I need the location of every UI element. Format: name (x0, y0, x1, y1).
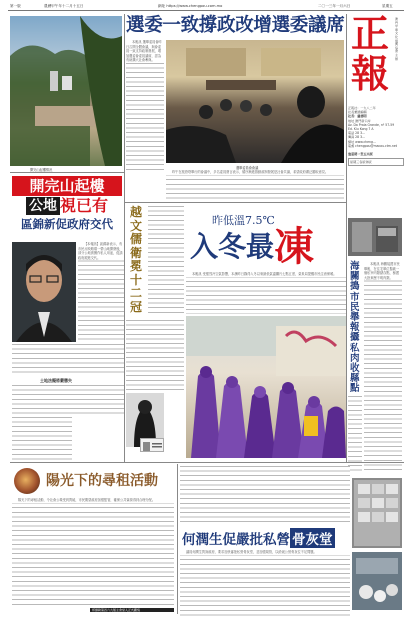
main-headline: 選委一致撐政改增選委議席 (126, 15, 345, 36)
bottom-headline (182, 528, 350, 548)
bottom-headline-box: 骨灰堂 (290, 528, 335, 548)
article-col-c: 【本報訊】區錦新表示，有市民反映路環一帶山地開發後，部分公地被圈作私人用途，促請政府跟進交代。 (78, 242, 124, 342)
lunar-date: 農曆甲午年十二月十五日 (44, 4, 84, 8)
kaishan-line-2b: 視已有 (59, 196, 108, 215)
masthead-info: 正報社：一九八二年 社長兼總編輯 社長：盧德明 地址 澳門新口岸 Av. Da Praia Grande, nº 57-59 Ed. Kiu Kong 7 A 電話 28 3... 傳真 28 3... 網址 www.cheng... 電郵 chengpou@macau.ctm.net 逢星期一至五出版 星期三各版休版 (348, 106, 404, 166)
article-col-e: 本報訊 海關接獲市民舉報，在住宅單位搗破一個私宰肉類儲存點，檢獲大批來歷不明肉類。 (364, 262, 402, 472)
column-rule (124, 14, 125, 462)
article-col-c3 (12, 385, 124, 415)
meeting-photo (166, 40, 344, 163)
customs-vertical-headline: 海 關 搗 市 民 舉 報 攝 私 肉 收 縣 點 (350, 261, 360, 395)
article-col-c4 (12, 417, 72, 461)
section-divider (124, 202, 346, 203)
article-col-c2 (12, 344, 124, 376)
page-label: 第一版 (10, 4, 21, 8)
masthead-title-2: 報 (350, 51, 389, 96)
children-photo (186, 316, 346, 458)
weather-big: 入冬最 (190, 230, 275, 263)
article-col-e2 (348, 396, 362, 472)
portrait-photo (12, 242, 76, 342)
columbarium-photo-1 (352, 478, 402, 548)
article-col-g1 (180, 466, 350, 526)
hillside-photo (10, 16, 122, 166)
bottom-headline-text: 何潤生促嚴批私營 (182, 532, 290, 548)
site-url[interactable]: 網址 https://www.chengpou.com.mo (158, 4, 223, 8)
sun-icon (14, 468, 40, 494)
sunlight-title: 陽光下的尋租活動 (46, 473, 158, 489)
section-divider (10, 462, 404, 463)
issue-date: 二〇一三年一月六日 (318, 4, 351, 8)
yuewen-headline: 越 文 儒 衛 冕 十 二 冠 (129, 205, 142, 314)
masthead (348, 11, 404, 214)
article-col-b: 昨午在旅遊塔舉行的會議中，多名委員發言表示，循序漸進推動政制發展是社會共識，希望政府廣泛聽取意見。 (166, 170, 344, 200)
article-col-f: 陽光下的尋租活動，令社會公義受到質疑，市民期望政府加強監管，確保公共資源得到合理分配。 (12, 498, 174, 608)
article-col-d2 (126, 320, 184, 390)
section-divider (10, 172, 124, 173)
columbarium-photo-2 (352, 552, 402, 610)
left-photo-caption: 開完山起樓情況 (30, 168, 53, 172)
id-card-photo (140, 438, 164, 452)
kaishan-line-2: 公地 (26, 197, 60, 215)
kaishan-line-3: 區錦新促政府交代 (21, 217, 113, 231)
sunlight-caption: 邦爾勒第四六九號主會堂入正式觀察 (90, 608, 174, 612)
column-rule (177, 464, 178, 614)
weather-headline (190, 223, 315, 270)
right-small-photo (348, 218, 402, 256)
kaishan-line-1: 開完山起樓 (12, 176, 122, 196)
article-col-d: 本報訊 受強烈冷空氣影響，本澳昨日錄得入冬以來最低氣溫攝氏七點五度，氣象局提醒市民注意保暖。 (186, 272, 346, 314)
article-col-a: 本報訊 選舉委員會昨日召開全體會議，與會委員一致支持政制發展，增加選委會委員議席，認為有助擴大社會參與。 (126, 40, 164, 170)
article-col-d1 (148, 206, 184, 316)
article-col-g: 議員何潤生質詢政府，要求加快審批私營骨灰堂，並加強規管，以紓緩公營骨灰位不足問題。 (180, 550, 350, 616)
page-header (8, 2, 404, 11)
kaishan-headline (12, 176, 122, 238)
weather-big-char: 凍 (274, 223, 315, 270)
masthead-tagline: 澳門中華文化復興協會主辦 (395, 17, 399, 61)
weather-small: 昨低溫7.5℃ (212, 214, 275, 227)
meeting-photo-caption: 選舉委員會會議 (236, 166, 259, 170)
weekday: 星期五 (382, 4, 393, 8)
masthead-title-1: 正 (350, 11, 389, 56)
column-rule (346, 14, 347, 462)
land-caption: 土地法擬將嚴懲失 (40, 378, 72, 383)
